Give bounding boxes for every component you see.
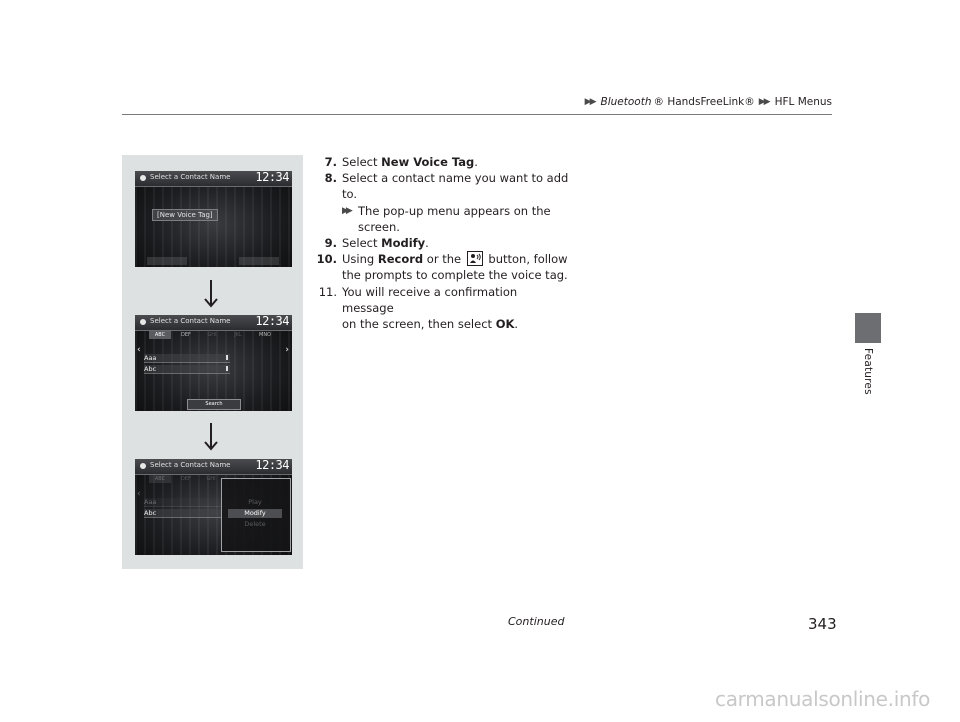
step-8: 8. Select a contact name you want to add to.	[324, 171, 569, 202]
double-triangle-icon: ▶▶	[342, 205, 350, 216]
watermark: carmanualsonline.info	[715, 687, 931, 711]
step-8-result-cont: screen.	[358, 219, 400, 234]
double-triangle-icon: ▶▶	[758, 97, 769, 107]
tab-abc: ABC	[149, 475, 171, 483]
screen-title-bar	[135, 315, 292, 331]
tab-jkl[interactable]: JKL	[234, 332, 242, 338]
tab-ghi: GHI	[206, 476, 216, 482]
screen-title-bar	[135, 459, 292, 475]
breadcrumb	[585, 96, 832, 108]
step-10: 10. Using Record or the button, follow	[316, 252, 568, 267]
tab-mno[interactable]: MNO	[259, 332, 271, 338]
screen-clock: 12:34	[255, 459, 289, 472]
screen-title: Select a Contact Name	[150, 317, 231, 325]
contact-row[interactable]: Abc	[144, 365, 230, 374]
screen-clock: 12:34	[255, 171, 289, 184]
popup-item-play[interactable]: Play	[248, 498, 262, 506]
page-number: 343	[808, 615, 837, 633]
step-7: 7. Select New Voice Tag.	[324, 155, 478, 169]
instruction-steps	[310, 154, 570, 332]
screen-bottom-bar	[147, 257, 187, 265]
back-icon	[140, 463, 146, 469]
tab-def: DEF	[181, 476, 191, 482]
tab-abc[interactable]: ABC	[149, 331, 171, 339]
step-10-cont: the prompts to complete the voice tag.	[342, 268, 568, 283]
section-label: Features	[862, 348, 874, 395]
screen-title-bar	[135, 171, 292, 187]
continued-label: Continued	[508, 615, 565, 628]
breadcrumb-handsfreelink: ® HandsFreeLink®	[653, 96, 755, 108]
screen-title: Select a Contact Name	[150, 173, 231, 181]
new-voice-tag-button[interactable]: [New Voice Tag]	[152, 209, 218, 221]
voice-tag-icon	[226, 355, 228, 360]
down-arrow-icon	[204, 423, 218, 451]
header-rule	[122, 114, 832, 115]
screen-clock: 12:34	[255, 315, 289, 328]
step-9: 9. Select Modify.	[324, 236, 429, 251]
popup-menu	[221, 478, 291, 552]
screen-popup-menu	[135, 459, 292, 555]
screen-new-voice-tag	[135, 171, 292, 267]
contact-row: Aaa	[144, 498, 230, 507]
alphabet-tabs	[135, 331, 292, 355]
back-icon	[140, 175, 146, 181]
search-button[interactable]: Search	[187, 399, 241, 410]
contact-row: Abc	[144, 509, 230, 518]
chevron-left-icon[interactable]: ‹	[137, 345, 141, 355]
step-11-cont: on the screen, then select OK.	[342, 317, 519, 332]
double-triangle-icon: ▶▶	[584, 97, 595, 107]
tab-ghi[interactable]: GHI	[207, 332, 217, 338]
breadcrumb-bluetooth: Bluetooth	[600, 96, 652, 108]
tab-def[interactable]: DEF	[181, 332, 191, 338]
down-arrow-icon	[204, 280, 218, 308]
back-icon	[140, 319, 146, 325]
voice-tag-icon	[226, 366, 228, 371]
talk-button-icon	[467, 251, 483, 266]
screen-title: Select a Contact Name	[150, 461, 231, 469]
step-11: 11. You will receive a confirmation message	[318, 284, 518, 315]
section-tab	[855, 313, 881, 343]
screen-contact-list	[135, 315, 292, 411]
contact-row[interactable]: Aaa	[144, 354, 230, 363]
breadcrumb-hfl-menus: HFL Menus	[774, 96, 832, 108]
step-8-result: ▶▶ The pop-up menu appears on the	[342, 203, 551, 218]
screen-bottom-bar	[239, 257, 279, 265]
popup-item-modify[interactable]: Modify	[228, 509, 282, 518]
chevron-left-icon: ‹	[137, 489, 141, 499]
chevron-right-icon[interactable]: ›	[285, 345, 289, 355]
popup-item-delete[interactable]: Delete	[244, 520, 266, 528]
